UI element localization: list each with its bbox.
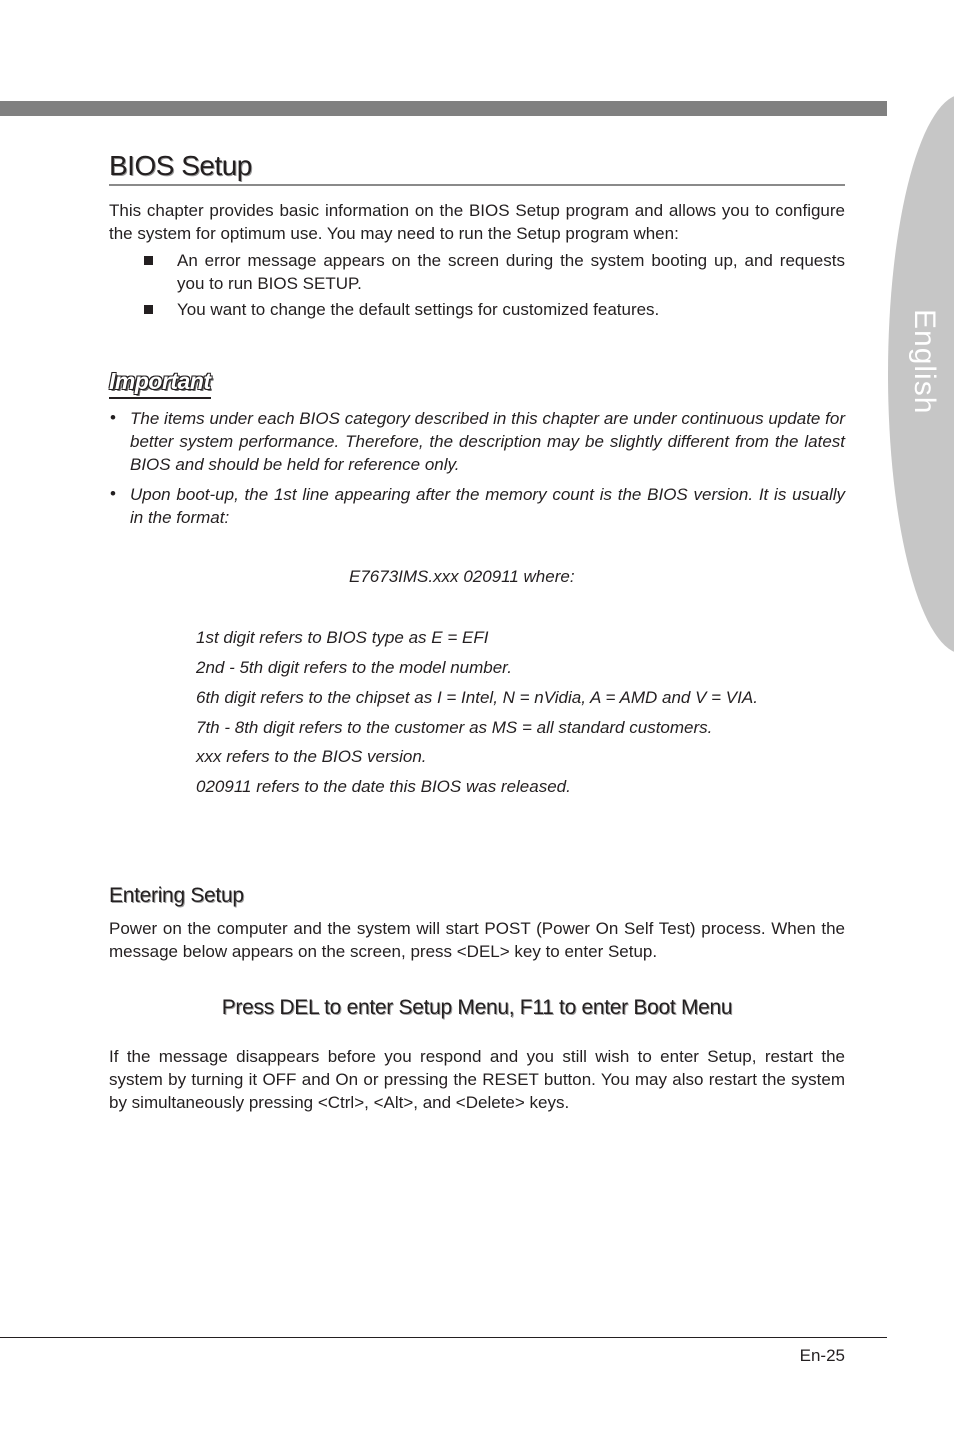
bios-version-format: E7673IMS.xxx 020911 where: bbox=[349, 567, 575, 586]
important-bullet-dot: • bbox=[110, 484, 116, 503]
setup-message: Press DEL to enter Setup Menu, F11 to enter Boot Menu bbox=[221, 996, 733, 1019]
restart-paragraph: If the message disappears before you respond and you still wish to enter Setup, restart the system by turning it OFF and On or pressing the RESET button. You may also restart the system by simultaneously pressing <Ctrl>, <Alt>, and <Delete> keys. bbox=[109, 1047, 845, 1112]
important-note-item: The items under each BIOS category described in this chapter are under continuous update for better system performance. Therefore, the description may be slightly different from the latest BIOS and should be held for reference only. bbox=[130, 409, 845, 474]
format-digit-line: 1st digit refers to BIOS type as E = EFI bbox=[196, 628, 489, 647]
entering-setup-paragraph: Power on the computer and the system will start POST (Power On Self Test) process. When the message below appears on the screen, press <DEL> key to enter Setup. bbox=[109, 919, 845, 961]
format-digit-line: 6th digit refers to the chipset as I = Intel, N = nVidia, A = AMD and V = VIA. bbox=[196, 688, 758, 707]
important-bullet-dot: • bbox=[110, 408, 116, 427]
intro-bullet-item: You want to change the default settings for customized features. bbox=[177, 300, 660, 319]
important-heading: Important bbox=[109, 368, 211, 399]
footer-rule bbox=[0, 1337, 887, 1338]
header-bar bbox=[0, 101, 887, 116]
format-digit-line: 2nd - 5th digit refers to the model number. bbox=[196, 658, 512, 677]
format-digit-line: 7th - 8th digit refers to the customer as MS = all standard customers. bbox=[196, 718, 713, 737]
title-underline bbox=[109, 184, 845, 186]
page-title: BIOS Setup bbox=[109, 150, 252, 181]
intro-bullet-item: An error message appears on the screen during the system booting up, and requests you to run BIOS SETUP. bbox=[177, 251, 845, 293]
page-number: En-25 bbox=[799, 1346, 845, 1365]
language-tab-label: English bbox=[908, 309, 941, 415]
format-digit-line: 020911 refers to the date this BIOS was released. bbox=[196, 777, 571, 796]
important-note-item: Upon boot-up, the 1st line appearing after the memory count is the BIOS version. It is usually in the format: bbox=[130, 485, 845, 527]
square-bullet-icon bbox=[144, 305, 153, 314]
intro-paragraph: This chapter provides basic information on the BIOS Setup program and allows you to configure the system for optimum use. You may need to run the Setup program when: bbox=[109, 201, 845, 243]
entering-setup-heading: Entering Setup bbox=[109, 884, 244, 907]
square-bullet-icon bbox=[144, 256, 153, 265]
format-digit-line: xxx refers to the BIOS version. bbox=[196, 747, 427, 766]
